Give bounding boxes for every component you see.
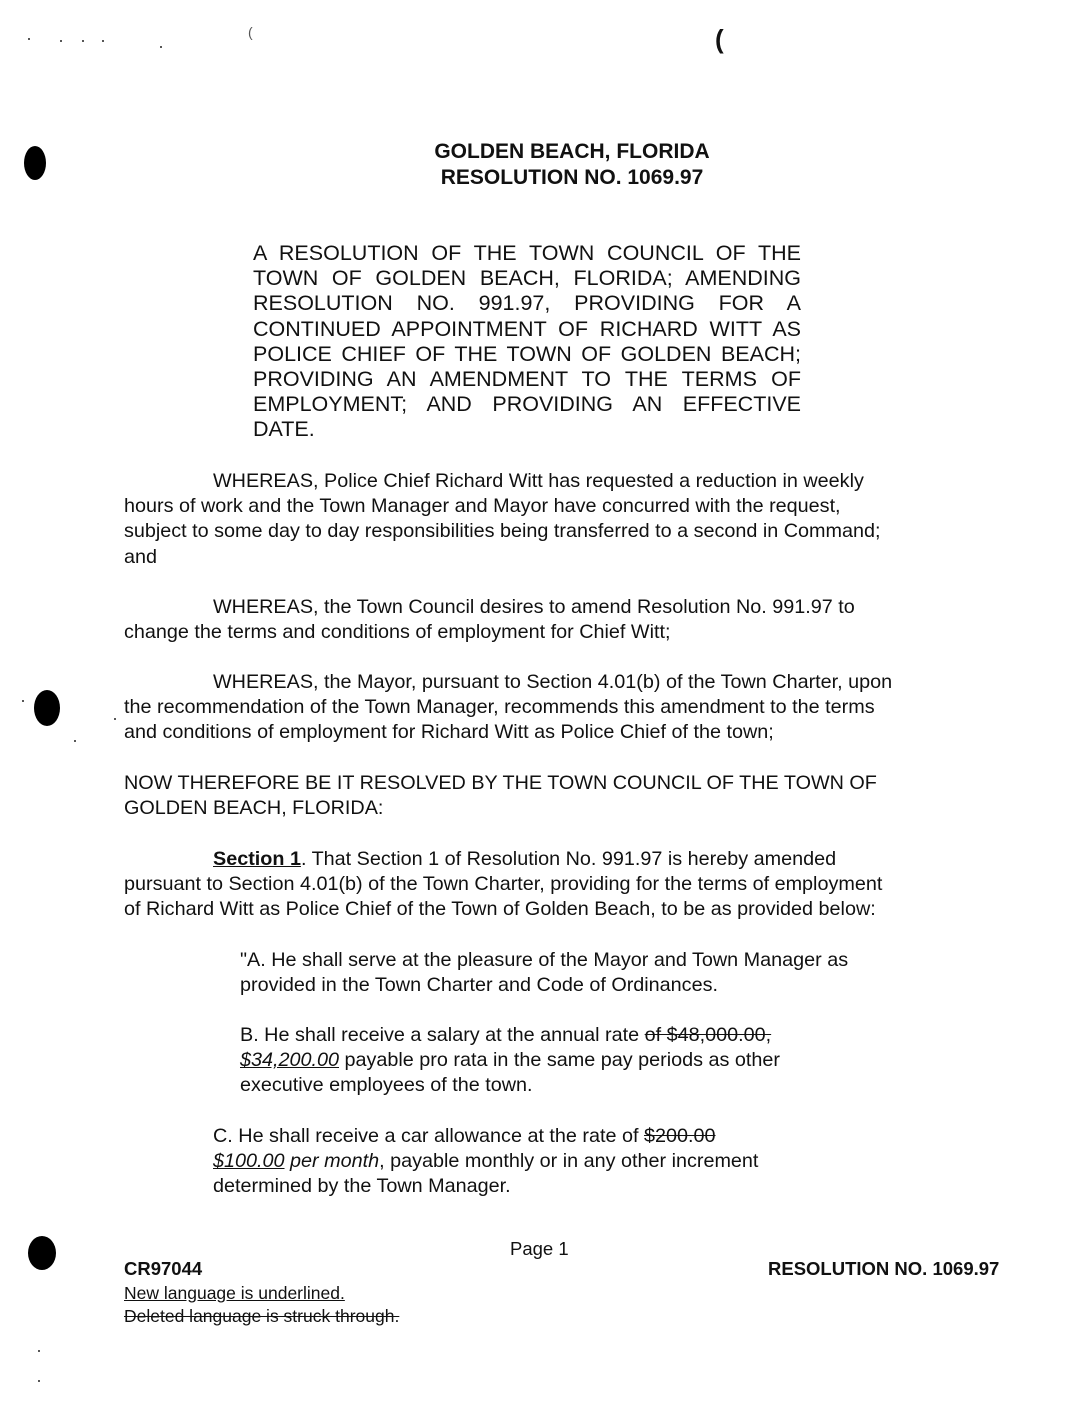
header-municipality: GOLDEN BEACH, FLORIDA [434, 140, 710, 163]
new-text: $100.00 [213, 1150, 285, 1173]
scan-speck [60, 40, 62, 42]
paragraph-line: GOLDEN BEACH, FLORIDA: [124, 797, 384, 820]
caption-line: PROVIDING AN AMENDMENT TO THE TERMS OF [253, 366, 801, 391]
paragraph-line [240, 1048, 940, 1073]
paragraph-line: WHEREAS, Police Chief Richard Witt has requested a reduction in weekly [213, 470, 864, 492]
caption-line: RESOLUTION NO. 991.97, PROVIDING FOR A [253, 291, 801, 316]
paragraph-line: pursuant to Section 4.01(b) of the Town Charter, providing for the terms of employment [124, 873, 883, 896]
document-code: CR97044 [124, 1258, 203, 1279]
scan-speck [22, 700, 24, 702]
paragraph-line: WHEREAS, the Town Council desires to amend Resolution No. 991.97 to [213, 596, 855, 618]
paragraph-line: and [124, 545, 158, 568]
item-text: B. He shall receive a salary at the annual rate [240, 1024, 645, 1046]
resolved-clause [124, 771, 974, 821]
item-b [240, 1023, 940, 1099]
paragraph-line [213, 1124, 913, 1149]
paragraph-line: "A. He shall serve at the pleasure of the Mayor and Town Manager as [240, 949, 849, 971]
new-text: $34,200.00 [240, 1049, 340, 1072]
scan-mark: ( [715, 24, 724, 54]
paragraph-line: NOW THEREFORE BE IT RESOLVED BY THE TOWN COUNCIL OF THE TOWN OF [124, 772, 877, 794]
whereas-paragraph-2 [124, 595, 974, 645]
paragraph-line [213, 1149, 913, 1174]
item-text: , payable monthly or in any other increment [379, 1150, 759, 1173]
caption-line: A RESOLUTION OF THE TOWN COUNCIL OF THE [253, 241, 801, 265]
resolution-caption [253, 241, 801, 443]
scan-speck [38, 1380, 40, 1382]
paragraph-line [240, 1023, 940, 1048]
scan-speck [28, 38, 30, 40]
paragraph-line [124, 847, 974, 872]
section-1-paragraph [124, 847, 974, 923]
section-text: . That Section 1 of Resolution No. 991.97 is hereby amended [300, 848, 837, 870]
item-text: C. He shall receive a car allowance at the rate of [213, 1125, 645, 1147]
whereas-paragraph-1 [124, 469, 974, 570]
paragraph-line: determined by the Town Manager. [213, 1175, 511, 1198]
paragraph-line: provided in the Town Charter and Code of Ordinances. [240, 974, 718, 997]
footer-resolution-number: RESOLUTION NO. 1069.97 [768, 1258, 1000, 1279]
paragraph-line: of Richard Witt as Police Chief of the Town of Golden Beach, to be as provided below: [124, 898, 876, 921]
legend-deleted-language: Deleted language is struck through. [124, 1306, 400, 1326]
punch-hole-top [24, 146, 46, 180]
paragraph-line: the recommendation of the Town Manager, recommends this amendment to the terms [124, 696, 875, 719]
caption-line: EMPLOYMENT; AND PROVIDING AN EFFECTIVE [253, 392, 801, 417]
paragraph-line: executive employees of the town. [240, 1074, 533, 1097]
whereas-paragraph-3 [124, 670, 974, 746]
item-a [240, 948, 940, 998]
caption-line: POLICE CHIEF OF THE TOWN OF GOLDEN BEACH; [253, 341, 801, 366]
page-number: Page 1 [510, 1238, 569, 1259]
new-text-italic: per month [284, 1150, 380, 1173]
scan-speck [102, 40, 104, 42]
legend-new-language: New language is underlined. [124, 1283, 345, 1303]
caption-line: TOWN OF GOLDEN BEACH, FLORIDA; AMENDING [253, 266, 801, 291]
document-header [400, 139, 744, 191]
header-resolution-number: RESOLUTION NO. 1069.97 [440, 166, 704, 189]
paragraph-line: subject to some day to day responsibilities being transferred to a second in Command; [124, 520, 881, 543]
deleted-text: $200.00 [644, 1125, 716, 1147]
scan-speck [38, 1350, 40, 1352]
caption-line: DATE. [253, 417, 315, 442]
paragraph-line: change the terms and conditions of employment for Chief Witt; [124, 621, 671, 644]
item-text: payable pro rata in the same pay periods as other [339, 1049, 780, 1072]
item-c [213, 1124, 913, 1200]
punch-hole-middle [34, 690, 60, 726]
scan-mark: ( [248, 24, 253, 40]
punch-hole-bottom [28, 1236, 56, 1270]
scan-speck [160, 46, 162, 48]
deleted-text: of $48,000.00, [644, 1024, 772, 1046]
scan-speck [74, 740, 76, 742]
paragraph-line: WHEREAS, the Mayor, pursuant to Section 4.01(b) of the Town Charter, upon [213, 671, 893, 693]
paragraph-line: hours of work and the Town Manager and Mayor have concurred with the request, [124, 495, 841, 518]
section-heading: Section 1 [213, 848, 301, 870]
paragraph-line: and conditions of employment for Richard Witt as Police Chief of the town; [124, 721, 774, 744]
caption-line: CONTINUED APPOINTMENT OF RICHARD WITT AS [253, 316, 801, 341]
scan-speck [82, 40, 84, 42]
scan-speck [114, 718, 116, 720]
